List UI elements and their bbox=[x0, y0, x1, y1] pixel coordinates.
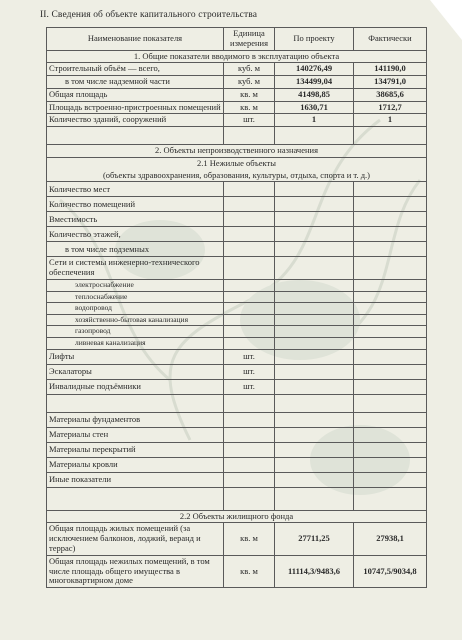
row-actual: 1 bbox=[354, 114, 427, 127]
row-actual: 141190,0 bbox=[354, 63, 427, 76]
row-name: в том числе надземной части bbox=[47, 76, 224, 89]
network-item: хозяйственно-бытовая канализация bbox=[47, 314, 224, 326]
row-actual: 38685,6 bbox=[354, 88, 427, 101]
network-item: ливневая канализация bbox=[47, 338, 224, 350]
row-unit: шт. bbox=[224, 364, 275, 379]
row-project: 27711,25 bbox=[275, 523, 354, 555]
table-row bbox=[47, 338, 427, 350]
table-row bbox=[47, 457, 427, 472]
row-name: Количество этажей, bbox=[47, 227, 224, 242]
row-unit: кв. м bbox=[224, 88, 275, 101]
table-row bbox=[47, 197, 427, 212]
row-name: Лифты bbox=[47, 349, 224, 364]
row-project: 41498,85 bbox=[275, 88, 354, 101]
row-name: Эскалаторы bbox=[47, 364, 224, 379]
row-unit: куб. м bbox=[224, 76, 275, 89]
row-actual: 134791,0 bbox=[354, 76, 427, 89]
table-row bbox=[47, 291, 427, 303]
table-row bbox=[47, 88, 427, 101]
table-row bbox=[47, 303, 427, 315]
row-unit: кв. м bbox=[224, 101, 275, 114]
row-actual: 10747,5/9034,8 bbox=[354, 555, 427, 587]
subsection-2-1-heading: 2.1 Нежилые объекты bbox=[47, 157, 427, 169]
subsection-2-2-heading: 2.2 Объекты жилищного фонда bbox=[47, 510, 427, 523]
row-project: 11114,3/9483,6 bbox=[275, 555, 354, 587]
table-row bbox=[47, 212, 427, 227]
row-name: Инвалидные подъёмники bbox=[47, 379, 224, 394]
row-name: Общая площадь жилых помещений (за исключением балконов, лоджий, веранд и террас) bbox=[47, 523, 224, 555]
material-item: Материалы фундаментов bbox=[47, 412, 224, 427]
table-row bbox=[47, 427, 427, 442]
row-unit: куб. м bbox=[224, 63, 275, 76]
row-unit: кв. м bbox=[224, 523, 275, 555]
row-project: 1630,71 bbox=[275, 101, 354, 114]
header-actual: Фактически bbox=[354, 28, 427, 51]
row-name: Общая площадь нежилых помещений, в том числе площадь общего имущества в многоквартирном доме bbox=[47, 555, 224, 587]
material-item: Материалы перекрытий bbox=[47, 442, 224, 457]
material-item: Материалы кровли bbox=[47, 457, 224, 472]
row-name: Количество помещений bbox=[47, 197, 224, 212]
table-row bbox=[47, 114, 427, 127]
network-item: водопровод bbox=[47, 303, 224, 315]
object-info-table bbox=[46, 27, 427, 588]
table-row bbox=[47, 63, 427, 76]
table-row bbox=[47, 364, 427, 379]
table-row bbox=[47, 314, 427, 326]
row-actual: 1712,7 bbox=[354, 101, 427, 114]
section1-heading: 1. Общие показатели вводимого в эксплуатацию объекта bbox=[47, 50, 427, 63]
section2-heading: 2. Объекты непроизводственного назначения bbox=[47, 145, 427, 158]
table-header-row bbox=[47, 28, 427, 51]
header-name: Наименование показателя bbox=[47, 28, 224, 51]
header-project: По проекту bbox=[275, 28, 354, 51]
table-row bbox=[47, 523, 427, 555]
table-row bbox=[47, 555, 427, 587]
table-row bbox=[47, 279, 427, 291]
row-name: Вместимость bbox=[47, 212, 224, 227]
row-name: в том числе подземных bbox=[47, 242, 224, 257]
row-unit: шт. bbox=[224, 349, 275, 364]
row-actual: 27938,1 bbox=[354, 523, 427, 555]
row-unit: шт. bbox=[224, 379, 275, 394]
table-row bbox=[47, 472, 427, 487]
table-row bbox=[47, 412, 427, 427]
material-item: Иные показатели bbox=[47, 472, 224, 487]
section-title: II. Сведения об объекте капитального строительства bbox=[40, 10, 258, 20]
table-row bbox=[47, 257, 427, 280]
header-unit: Единица измерения bbox=[224, 28, 275, 51]
table-row bbox=[47, 349, 427, 364]
material-item: Материалы стен bbox=[47, 427, 224, 442]
network-item: электроснабжение bbox=[47, 279, 224, 291]
table-row bbox=[47, 326, 427, 338]
networks-label: Сети и системы инженерно-технического обеспечения bbox=[47, 257, 224, 280]
table-row bbox=[47, 182, 427, 197]
row-unit: шт. bbox=[224, 114, 275, 127]
row-name: Количество мест bbox=[47, 182, 224, 197]
row-name: Площадь встроенно-пристроенных помещений bbox=[47, 101, 224, 114]
row-name: Общая площадь bbox=[47, 88, 224, 101]
table-row bbox=[47, 101, 427, 114]
row-project: 1 bbox=[275, 114, 354, 127]
table-row bbox=[47, 76, 427, 89]
row-unit: кв. м bbox=[224, 555, 275, 587]
row-name: Строительный объём — всего, bbox=[47, 63, 224, 76]
network-item: теплоснабжение bbox=[47, 291, 224, 303]
table-row bbox=[47, 379, 427, 394]
table-row bbox=[47, 227, 427, 242]
row-name: Количество зданий, сооружений bbox=[47, 114, 224, 127]
row-project: 140276,49 bbox=[275, 63, 354, 76]
table-row bbox=[47, 442, 427, 457]
network-item: газопровод bbox=[47, 326, 224, 338]
subsection-2-1-note: (объекты здравоохранения, образования, культуры, отдыха, спорта и т. д.) bbox=[47, 170, 427, 182]
table-row bbox=[47, 242, 427, 257]
row-project: 134499,04 bbox=[275, 76, 354, 89]
